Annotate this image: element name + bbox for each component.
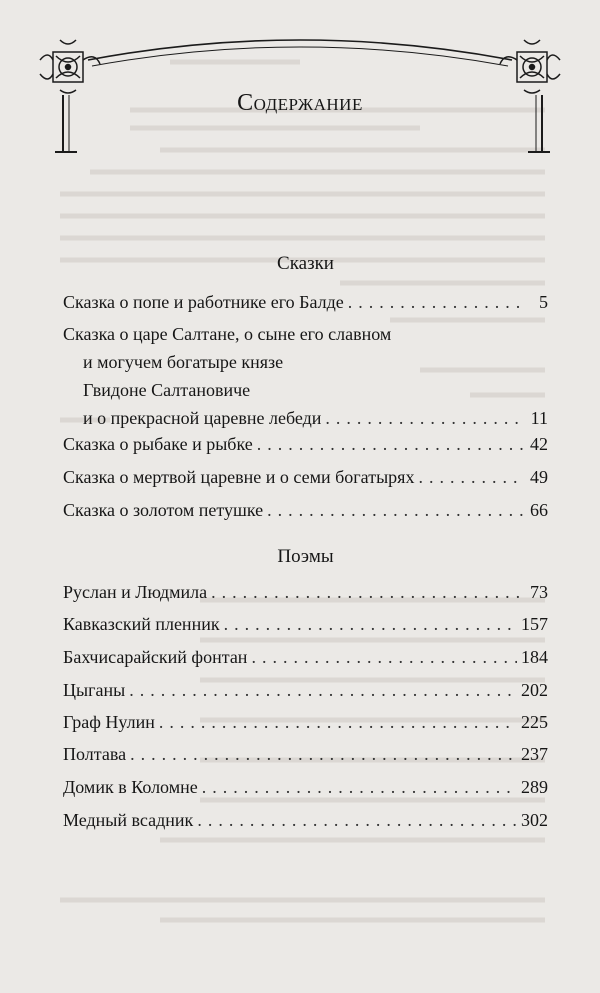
- entry-title-line: и могучем богатыре князе: [83, 352, 284, 372]
- entry-title-line: Сказка о царе Салтане, о сыне его славном: [63, 324, 392, 344]
- leader-dots: [348, 288, 524, 316]
- toc-entry[interactable]: [63, 740, 548, 768]
- toc-entry[interactable]: [63, 288, 548, 316]
- leader-dots: [197, 806, 517, 834]
- entry-title: Руслан и Людмила: [63, 582, 208, 602]
- right-corner-ornament-icon: [500, 40, 560, 93]
- toc-entry[interactable]: [63, 773, 548, 801]
- entry-title-line: и о прекрасной царевне лебеди: [83, 408, 322, 428]
- page-number: 11: [530, 408, 548, 428]
- page-number: 49: [530, 467, 548, 487]
- leader-dots: [130, 740, 517, 768]
- entry-title: Сказка о золотом петушке: [63, 500, 264, 520]
- leader-dots: [257, 430, 524, 458]
- page-number: 66: [530, 500, 548, 520]
- toc-entry[interactable]: [63, 676, 548, 704]
- entry-title: Медный всадник: [63, 810, 194, 830]
- entry-title: Полтава: [63, 744, 127, 764]
- page-number: 302: [521, 810, 548, 830]
- page-number: 73: [530, 582, 548, 602]
- entry-title: Бахчисарайский фонтан: [63, 647, 248, 667]
- leader-dots: [418, 463, 524, 491]
- entry-title: Сказка о мертвой царевне и о семи богатырях: [63, 467, 415, 487]
- entry-title: Сказка о рыбаке и рыбке: [63, 434, 253, 454]
- entry-title: Сказка о попе и работнике его Балде: [63, 292, 344, 312]
- toc-entry[interactable]: [63, 578, 548, 606]
- leader-dots: [159, 708, 517, 736]
- page-number: 157: [521, 614, 548, 634]
- toc-entry[interactable]: [63, 430, 548, 458]
- leader-dots: [202, 773, 517, 801]
- leader-dots: [211, 578, 524, 606]
- entry-title: Граф Нулин: [63, 712, 155, 732]
- leader-dots: [224, 610, 517, 638]
- entry-title: Домик в Коломне: [63, 777, 198, 797]
- page-title: Содержание: [237, 90, 363, 116]
- leader-dots: [325, 404, 524, 432]
- section-heading-skazki: Сказки: [277, 253, 334, 274]
- toc-entry[interactable]: [63, 496, 548, 524]
- page-number: 202: [521, 680, 548, 700]
- left-corner-ornament-icon: [40, 40, 100, 93]
- page-number: 289: [521, 777, 548, 797]
- page-number: 237: [521, 744, 548, 764]
- leader-dots: [267, 496, 524, 524]
- page-number: 225: [521, 712, 548, 732]
- toc-entry[interactable]: [63, 708, 548, 736]
- entry-title: Цыганы: [63, 680, 126, 700]
- toc-entry[interactable]: [63, 463, 548, 491]
- toc-entry[interactable]: [63, 643, 548, 671]
- page-number: 184: [521, 647, 548, 667]
- toc-entry[interactable]: [63, 806, 548, 834]
- section-heading-poemy: Поэмы: [277, 546, 334, 567]
- entry-title: Кавказский пленник: [63, 614, 220, 634]
- page-number: 5: [539, 292, 548, 312]
- toc-entry[interactable]: [63, 320, 548, 432]
- page-number: 42: [530, 434, 548, 454]
- leader-dots: [129, 676, 517, 704]
- toc-entry[interactable]: [63, 610, 548, 638]
- entry-title-line: Гвидоне Салтановиче: [83, 380, 251, 400]
- leader-dots: [251, 643, 517, 671]
